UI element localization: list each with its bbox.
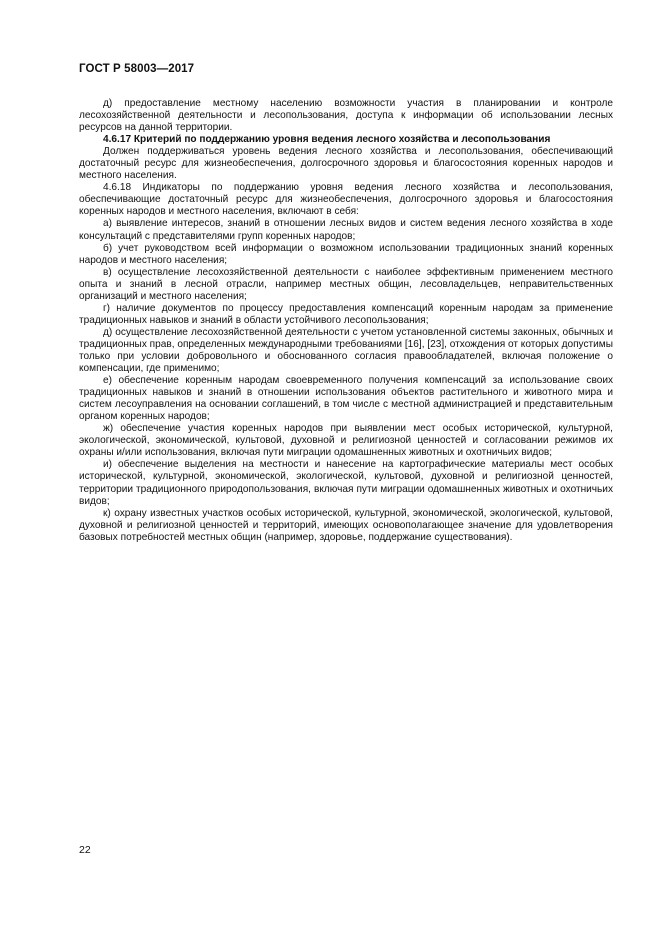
list-item-b: б) учет руководством всей информации о возможном использовании традиционных знаний коренных народов и местного населения; — [79, 242, 613, 266]
paragraph-d-local-participation: д) предоставление местному населению возможности участия в планировании и контроле лесохозяйственной деятельности и лесопользования, доступа к информации об использовании лесных ресурсов на данной территории. — [79, 98, 613, 134]
standard-header: ГОСТ Р 58003—2017 — [79, 63, 195, 75]
list-item-a: а) выявление интересов, знаний в отношении лесных видов и систем ведения лесного хозяйства в ходе консультаций с представителями групп коренных народов; — [79, 218, 613, 242]
list-item-g: г) наличие документов по процессу предоставления компенсаций коренным народам за применение традиционных навыков и знаний в области устойчивого лесопользования; — [79, 302, 613, 326]
document-body — [79, 98, 613, 544]
list-item-zh: ж) обеспечение участия коренных народов при выявлении мест особых исторической, культурной, экологической, экономической, культовой, духовной и религиозной ценностей и согласовании режимов их охраны и/или использования, включая пути миграции одомашненных животных и охотничьих видов; — [79, 423, 613, 459]
list-item-i: и) обеспечение выделения на местности и нанесение на картографические материалы мест особых исторической, культурной, экономической, экологической, культовой, духовной и религиозной ценностей, территории традиционного природопользования, включая пути миграции одомашненных животных и охотничьих видов; — [79, 459, 613, 507]
list-item-k: к) охрану известных участков особых исторической, культурной, экономической, экологической, культовой, духовной и религиозной ценностей и территорий, имеющих основополагающее значение для удовлетворения базовых потребностей местных общин (например, здоровье, поддержание существования). — [79, 507, 613, 543]
criterion-4-6-17-heading: 4.6.17 Критерий по поддержанию уровня ведения лесного хозяйства и лесопользования — [103, 134, 551, 146]
list-item-v: в) осуществление лесохозяйственной деятельности с наиболее эффективным применением местного опыта и знаний в лесной отрасли, например местных общин, лесовладельцев, неправительственных организаций и местного населения; — [79, 266, 613, 302]
criterion-4-6-17-body: Должен поддерживаться уровень ведения лесного хозяйства и лесопользования, обеспечивающий достаточный ресурс для жизнеобеспечения, долгосрочного здоровья и благосостояния коренных народов и местного населения. — [79, 146, 613, 182]
list-item-d: д) осуществление лесохозяйственной деятельности с учетом установленной системы законных, обычных и традиционных прав, определенных международными требованиями [16], [23], отхождения от которых допустимы только при условии добровольного и обоснованного согласия правообладателей, включая положение о компенсации, где применимо; — [79, 326, 613, 375]
page-number: 22 — [79, 844, 91, 856]
list-item-e: е) обеспечение коренным народам своевременного получения компенсаций за использование своих традиционных навыков и знаний в отношении использования объектов растительного и животного мира и систем лесоуправления на основании соглашений, в том числе с местной администрацией и представительным органом коренных народов; — [79, 375, 613, 423]
indicators-4-6-18-intro: 4.6.18 Индикаторы по поддержанию уровня ведения лесного хозяйства и лесопользования, обеспечивающие достаточный ресурс для жизнеобеспечения, долгосрочного здоровья и благосостояния коренных народов и местного населения, включают в себя: — [79, 182, 613, 218]
